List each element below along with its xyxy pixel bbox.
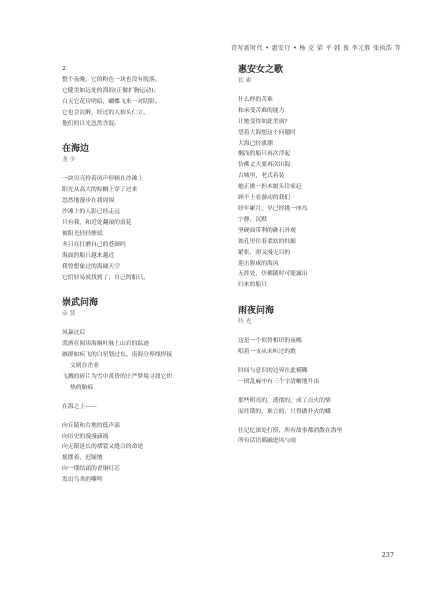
poem-line: 风暴过后 — [62, 330, 86, 337]
poem-author: 龙 少 — [62, 157, 76, 164]
poem-line: 顾不上看游动的我们 — [238, 195, 291, 202]
poem-line: 泼洒在阅读海桐叶脉上山岩的踪迹 — [62, 341, 149, 348]
right-column — [238, 64, 398, 447]
poem-line: 一团乱麻中有三个字清晰地升出 — [238, 378, 320, 385]
poem-line: 向历史的漫漫滴流 — [62, 433, 109, 440]
poem-line: 向无限延长的褶裂又缝合的命途 — [62, 444, 144, 451]
poem-line: 她正挑一担木履头往家赶 — [238, 184, 302, 191]
poem-line: 仿佛丈夫要再次出海 — [238, 162, 291, 169]
poem-line: 雁群如疾飞的白星划过东、南海分界线焊接 — [62, 352, 173, 359]
poem-line: 唱着一支从未听过的歌 — [238, 349, 296, 356]
poem-line: 这是一个似曾相识的夜晚 — [238, 338, 302, 345]
poem-line: 往记忆深处打捞，所有故事都消散在海里 — [238, 427, 343, 434]
poem-line: 忽然地漫步在我周围 — [62, 198, 115, 205]
poem-author: 钦 索 — [238, 78, 252, 84]
poem-line: 热的胎痕 — [70, 384, 94, 391]
poem-line: 我曾想象过的海阔天空 — [62, 263, 120, 270]
poem-line: 经年累月，早已经挑一座岛 — [238, 205, 308, 212]
running-header: 诗写新时代 • 惠安行 • 杨 克 梁 平 韩 夜 李元胜 张执浩 等 — [231, 45, 401, 52]
poem-line: 什么样的苦难 — [238, 96, 273, 103]
poem-line: 搁浅的船只再次浮起 — [238, 151, 291, 158]
poem-line: 海面的船只越来越近 — [62, 252, 115, 259]
poem-line: 摇摆着，迟疑地 — [62, 455, 103, 462]
poem-line: 那些明亮的，透彻的，成了点火的柴 — [238, 397, 331, 404]
poem-line: 迎击腥咸的海风 — [238, 260, 279, 267]
poem-line: 时间与意识的边界在此模糊 — [238, 367, 308, 374]
poem-line: 一块贝壳拎着风声停顿在沙滩上 — [62, 176, 144, 183]
poem-line: 古城里，老式着装 — [238, 173, 285, 180]
poem-line: 冬日在打磨自己的苍颜吗 — [62, 241, 126, 248]
poem-line: 发出鸟类的嘶鸣 — [62, 477, 103, 484]
poem-line: 所有话语都融进风与雨 — [238, 438, 296, 445]
poem-title: 惠安女之歌 — [238, 65, 284, 75]
poem-line: 无涯处，仿佛随时可能露出 — [238, 271, 308, 278]
poem-line: 文则在企业 — [70, 363, 99, 370]
poem-title: 在海边 — [62, 144, 90, 155]
poem-author: 帝 贤 — [62, 311, 76, 318]
poem-line: 望着大海想这个问题时 — [238, 129, 296, 136]
page-number: 237 — [381, 551, 394, 559]
poem-line: 向一缕结霜的青铜灯芯 — [62, 466, 120, 473]
poem-line: 它健美如远处的海浪(正做扩胸运动)。 — [62, 87, 160, 94]
poem-line: 沙滩上的人影已经走远 — [62, 209, 120, 216]
poem-line: 它也会沉醉，经过的人抬头仁立， — [62, 109, 149, 116]
poem-line: 白天它花房明暗，蝴蝶飞来一对阴影。 — [62, 98, 161, 105]
poem-line: 大海已经涨潮 — [238, 140, 273, 147]
section-number: 2 — [62, 66, 66, 72]
poem-line: 和承受苦难的能力 — [238, 107, 285, 114]
poem-line: 坚硬面带利的礁石外观 — [238, 227, 296, 234]
poem-line: 飞溅的碎片为雪中黄昏的庄严梦境寻找它织 — [62, 373, 173, 380]
poem-title: 崇武问海 — [62, 298, 99, 309]
poem-line: 他们的目光忽然含混。 — [62, 120, 120, 127]
poem-line: 蚀孔里住着柔软的牡蛎 — [238, 238, 296, 245]
poem-line: 宁静，沉默 — [238, 216, 267, 223]
poem-line: 让她变得如此美丽? — [238, 118, 288, 125]
poem-line: 归来的船只 — [238, 282, 267, 289]
poem-line: 被阳光轻轻擦拭 — [62, 230, 103, 237]
poem-line: 只有我，和近处翻滚的浪花 — [62, 219, 132, 226]
left-column — [62, 64, 212, 486]
poem-line: 它们轻易就找到了，自己的船只。 — [62, 274, 149, 281]
poem-title: 雨夜问海 — [238, 306, 275, 317]
poem-line: 而挂锁的，难言的，只得做扑火的蛾 — [238, 408, 331, 415]
poem-line: 紧张，却又漫无目的 — [238, 249, 291, 256]
poem-line: 阳光从高大的棕榈上穿了过来 — [62, 187, 138, 194]
poem-line: 整个夜晚，它的粉色一块也没有脱落。 — [62, 76, 161, 83]
poem-author: 吟 光 — [238, 319, 252, 326]
poem-line: 在海之上—— — [62, 403, 97, 410]
poem-line: 向丘陵和台地的低声部 — [62, 422, 120, 429]
